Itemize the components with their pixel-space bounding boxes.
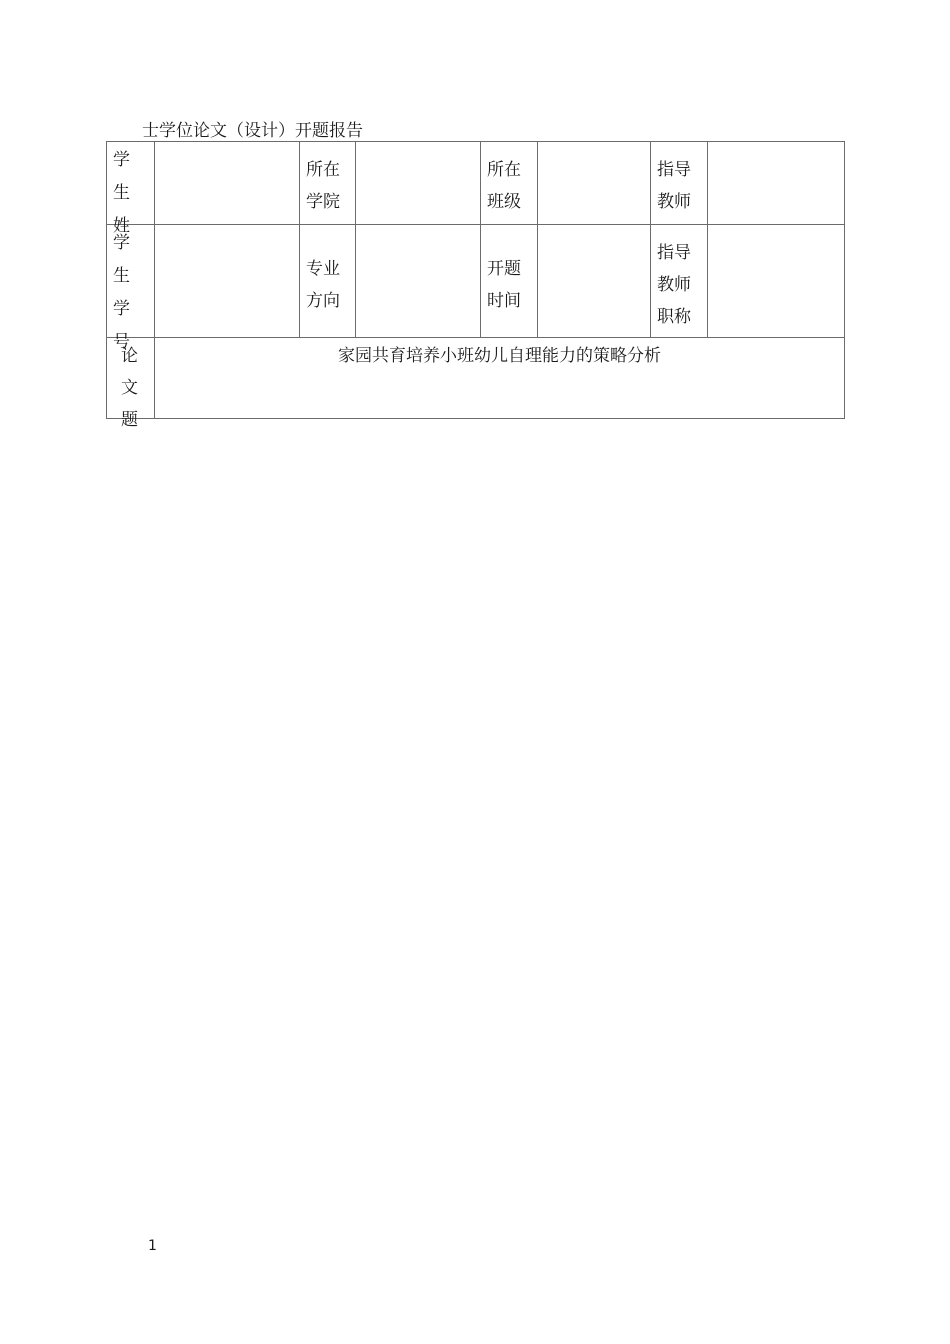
- class-value-cell[interactable]: [538, 142, 651, 225]
- advisor-title-value-cell[interactable]: [708, 225, 845, 338]
- advisor-title-label: 指导 教师 职称: [657, 243, 691, 327]
- student-name-value-cell[interactable]: [155, 142, 300, 225]
- page-number: 1: [148, 1238, 157, 1254]
- proposal-time-label: 开题 时间: [487, 259, 521, 311]
- table-row: [107, 225, 845, 338]
- advisor-label-cell: [651, 142, 708, 225]
- table-row: [107, 338, 845, 419]
- thesis-title: 家园共育培养小班幼儿自理能力的策略分析: [338, 346, 661, 366]
- proposal-time-label-cell: [481, 225, 538, 338]
- student-id-label: 学 生 学 号: [113, 233, 130, 352]
- college-label: 所在 学院: [306, 160, 340, 212]
- advisor-value-cell[interactable]: [708, 142, 845, 225]
- student-name-label-cell: [107, 142, 155, 236]
- document-heading: 士学位论文（设计）开题报告: [142, 121, 363, 141]
- college-label-cell: [300, 142, 356, 225]
- major-label: 专业 方向: [306, 259, 340, 311]
- student-name-label: 学 生 姓: [113, 150, 130, 236]
- major-value-cell[interactable]: [356, 225, 481, 338]
- thesis-title-cell[interactable]: [155, 338, 845, 419]
- class-label: 所在 班级: [487, 160, 521, 212]
- proposal-info-table: [106, 141, 845, 430]
- thesis-label: 论 文 题: [121, 346, 138, 430]
- college-value-cell[interactable]: [356, 142, 481, 225]
- table-row: [107, 142, 845, 225]
- class-label-cell: [481, 142, 538, 225]
- student-id-label-cell: [107, 225, 155, 352]
- proposal-time-value-cell[interactable]: [538, 225, 651, 338]
- advisor-title-label-cell: [651, 225, 708, 338]
- major-label-cell: [300, 225, 356, 338]
- advisor-label: 指导 教师: [657, 160, 691, 212]
- student-id-value-cell[interactable]: [155, 225, 300, 338]
